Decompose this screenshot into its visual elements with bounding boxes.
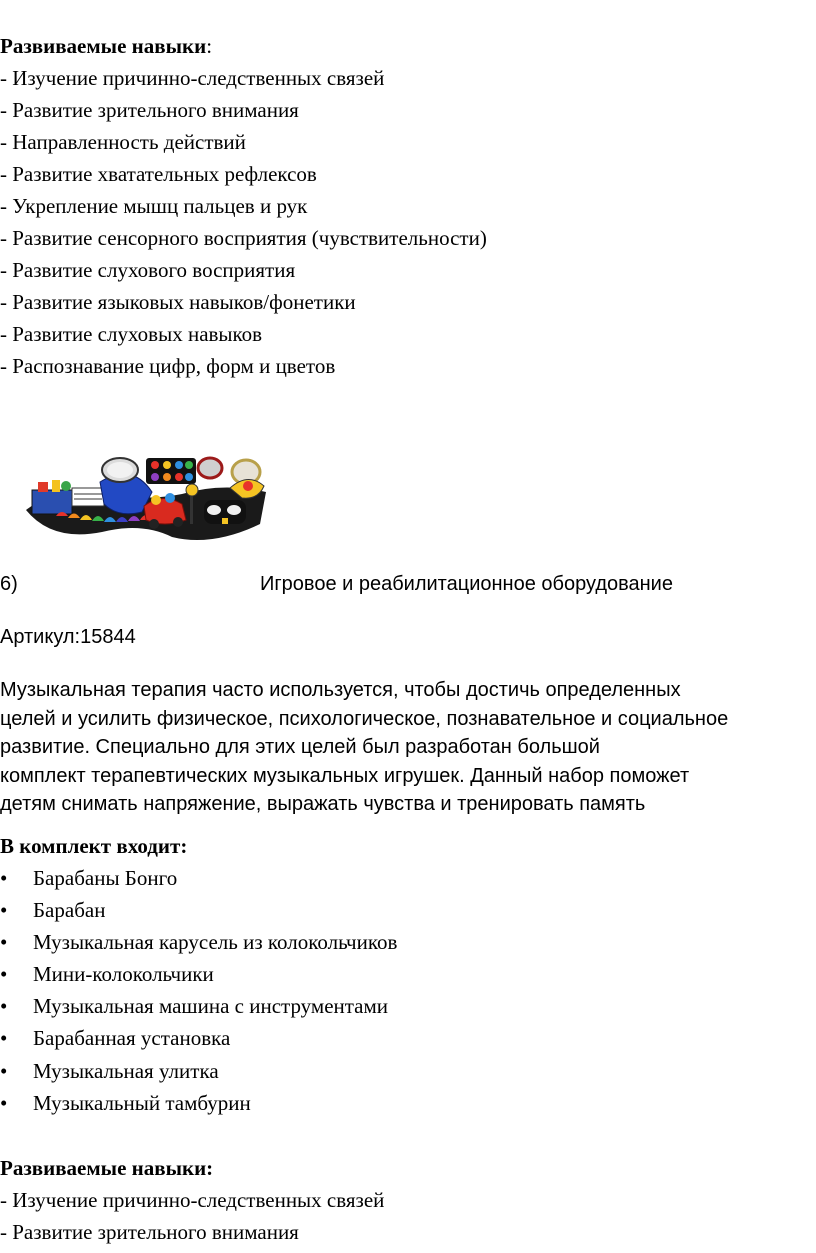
skill-item: - Направленность действий	[0, 130, 246, 154]
bullet-icon: •	[0, 930, 8, 954]
skill-item: - Развитие зрительного внимания	[0, 1220, 299, 1244]
bullet-icon: •	[0, 1091, 8, 1115]
skill-item: - Развитие сенсорного восприятия (чувствительности)	[0, 226, 487, 250]
skills-heading-bottom: Развиваемые навыки:	[0, 1156, 214, 1180]
skill-item: - Развитие слухового восприятия	[0, 258, 296, 282]
kit-heading: В комплект входит:	[0, 834, 188, 858]
kit-item-label: Мини-колокольчики	[33, 962, 214, 986]
kit-item-label: Барабанная установка	[33, 1026, 231, 1050]
description-line: комплект терапевтических музыкальных игрушек. Данный набор поможет	[0, 765, 690, 787]
kit-item-label: Барабан	[33, 898, 106, 922]
skills-heading-text: Развиваемые навыки	[0, 34, 207, 58]
musical-toys-image	[22, 452, 272, 548]
skill-item: - Развитие зрительного внимания	[0, 98, 299, 122]
bullet-icon: •	[0, 1059, 8, 1083]
description-line: детям снимать напряжение, выражать чувства и тренировать память	[0, 793, 646, 815]
product-title: Игровое и реабилитационное оборудование	[260, 573, 673, 595]
skill-item: - Развитие языковых навыков/фонетики	[0, 290, 356, 314]
skill-item: - Изучение причинно-следственных связей	[0, 1188, 385, 1212]
skill-item: - Распознавание цифр, форм и цветов	[0, 354, 336, 378]
bullet-icon: •	[0, 898, 8, 922]
kit-item-label: Музыкальная карусель из колокольчиков	[33, 930, 398, 954]
skills-heading	[0, 30, 212, 62]
bullet-icon: •	[0, 962, 8, 986]
kit-item-label: Музыкальная машина с инструментами	[33, 994, 389, 1018]
kit-item-label: Барабаны Бонго	[33, 866, 178, 890]
skill-item: - Изучение причинно-следственных связей	[0, 66, 385, 90]
description-line: целей и усилить физическое, психологическое, познавательное и социальное	[0, 708, 729, 730]
skill-item: - Развитие хватательных рефлексов	[0, 162, 317, 186]
product-number: 6)	[0, 573, 18, 595]
bullet-icon: •	[0, 1026, 8, 1050]
skills-heading-colon: :	[206, 34, 213, 58]
skill-item: - Укрепление мышц пальцев и рук	[0, 194, 308, 218]
description-line: развитие. Специально для этих целей был разработан большой	[0, 736, 600, 758]
skill-item: - Развитие слуховых навыков	[0, 322, 263, 346]
bullet-icon: •	[0, 994, 8, 1018]
description-line: Музыкальная терапия часто используется, чтобы достичь определенных	[0, 679, 681, 701]
kit-item-label: Музыкальная улитка	[33, 1059, 219, 1083]
kit-item-label: Музыкальный тамбурин	[33, 1091, 251, 1115]
product-article: Артикул:15844	[0, 626, 136, 648]
bullet-icon: •	[0, 866, 8, 890]
